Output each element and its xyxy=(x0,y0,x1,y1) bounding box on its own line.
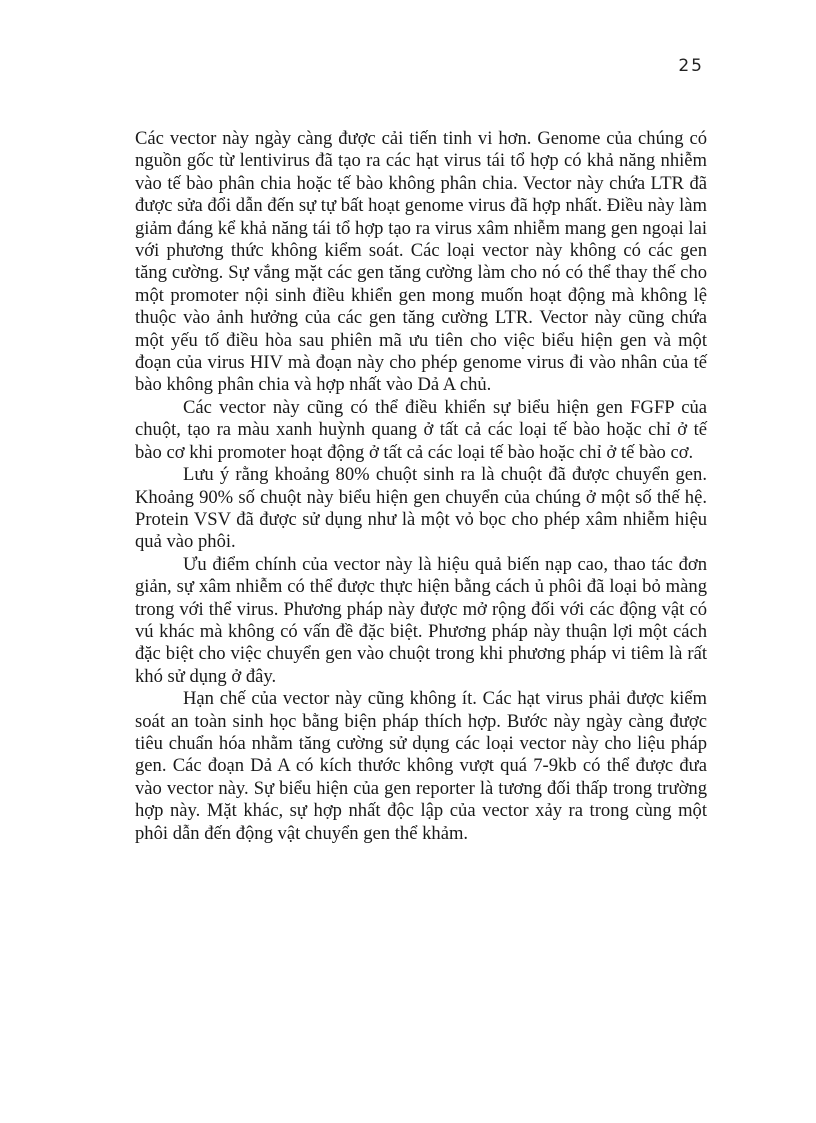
paragraph-2: Các vector này cũng có thể điều khiển sự biểu hiện gen FGFP của chuột, tạo ra màu xanh huỳnh quang ở tất cả các loại tế bào hoặc chỉ ở tế bào cơ khi promoter hoạt động ở tất cả các loại tế bào hoặc chỉ ở tế bào cơ. xyxy=(135,396,707,463)
paragraph-1: Các vector này ngày càng được cải tiến tinh vi hơn. Genome của chúng có nguồn gốc từ lentivirus đã tạo ra các hạt virus tái tổ hợp có khả năng nhiễm vào tế bào phân chia hoặc tế bào không phân chia. Vector này chứa LTR đã được sửa đổi dẫn đến sự tự bất hoạt genome virus đã hợp nhất. Điều này làm giảm đáng kể khả năng tái tổ hợp tạo ra virus xâm nhiễm mang gen ngoại lai với phương thức không kiểm soát. Các loại vector này không có các gen tăng cường. Sự vắng mặt các gen tăng cường làm cho nó có thể thay thế cho một promoter nội sinh điều khiển gen mong muốn hoạt động mà không lệ thuộc vào ảnh hưởng của các gen tăng cường LTR. Vector này cũng chứa một yếu tố điều hòa sau phiên mã ưu tiên cho việc biểu hiện gen và một đoạn của virus HIV mà đoạn này cho phép genome virus đi vào nhân của tế bào không phân chia và hợp nhất vào Dả A chủ. xyxy=(135,128,707,396)
paragraph-5: Hạn chế của vector này cũng không ít. Các hạt virus phải được kiểm soát an toàn sinh học bằng biện pháp thích hợp. Bước này ngày càng được tiêu chuẩn hóa nhằm tăng cường sử dụng các loại vector này cho liệu pháp gen. Các đoạn Dả A có kích thước không vượt quá 7-9kb có thể được đưa vào vector này. Sự biểu hiện của gen reporter là tương đối thấp trong trường hợp này. Mặt khác, sự hợp nhất độc lập của vector xảy ra trong cùng một phôi dẫn đến động vật chuyển gen thể khảm. xyxy=(135,688,707,844)
paragraph-4: Ưu điểm chính của vector này là hiệu quả biến nạp cao, thao tác đơn giản, sự xâm nhiễm có thể được thực hiện bằng cách ủ phôi đã loại bỏ màng trong với thể virus. Phương pháp này được mở rộng đối với các động vật có vú khác mà không có vấn đề đặc biệt. Phương pháp này thuận lợi một cách đặc biệt cho việc chuyển gen vào chuột trong khi phương pháp vi tiêm là rất khó sử dụng ở đây. xyxy=(135,553,707,687)
paragraph-3: Lưu ý rằng khoảng 80% chuột sinh ra là chuột đã được chuyển gen. Khoảng 90% số chuột này biểu hiện gen chuyển của chúng ở một số thế hệ. Protein VSV đã được sử dụng như là một vỏ bọc cho phép xâm nhiễm hiệu quả vào phôi. xyxy=(135,464,707,553)
page-number: 25 xyxy=(678,56,704,76)
document-body xyxy=(135,128,707,845)
